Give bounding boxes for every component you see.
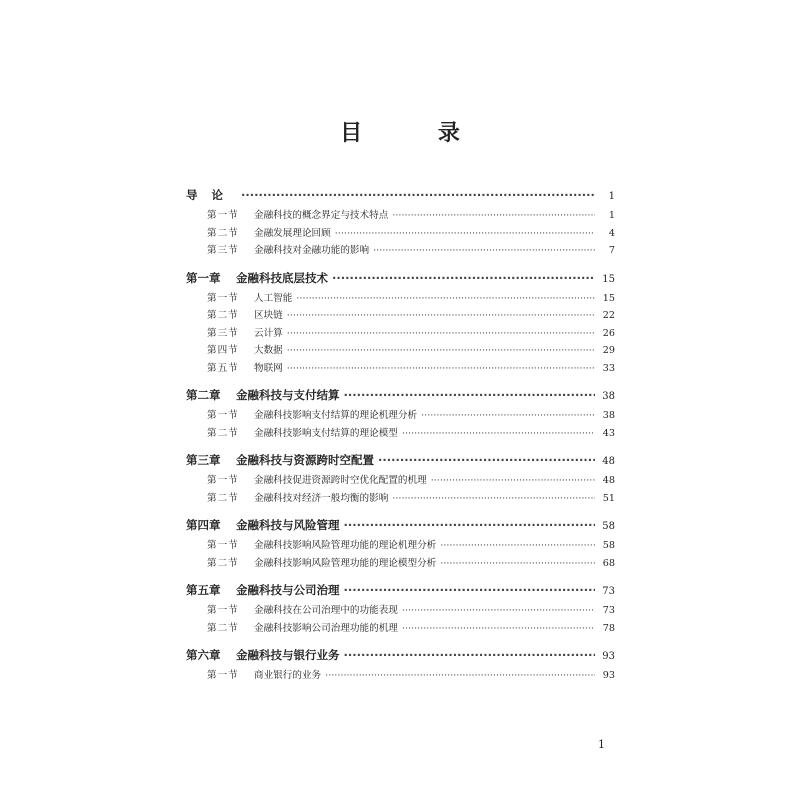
section-page: 15 [602, 292, 615, 304]
dot-leader [241, 188, 595, 202]
toc-section-entry[interactable] [186, 490, 615, 508]
section-title: 金融科技影响支付结算的理论机理分析 [254, 410, 418, 421]
section-page: 58 [602, 540, 615, 551]
section-number: 第二节 [207, 492, 239, 504]
dot-leader [392, 493, 595, 504]
section-page: 4 [608, 227, 615, 239]
chapter-title: 金融科技底层技术 [236, 270, 328, 285]
toc-chapter-entry[interactable] [186, 647, 615, 667]
dot-leader [344, 583, 596, 597]
section-number: 第一节 [207, 410, 239, 421]
toc-chapter-entry[interactable] [186, 270, 615, 290]
dot-leader [325, 670, 595, 681]
chapter-page: 15 [602, 273, 615, 285]
toc-chapter-entry[interactable] [186, 187, 615, 207]
section-number: 第二节 [207, 622, 239, 634]
section-page: 7 [608, 245, 615, 256]
section-title: 云计算 [254, 327, 283, 339]
section-page: 1 [608, 210, 615, 221]
toc-section-entry[interactable] [186, 342, 615, 360]
chapter-page: 58 [602, 521, 615, 532]
section-title: 金融科技促进资源跨时空优化配置的机理 [254, 475, 427, 486]
section-title: 金融科技对金融功能的影响 [254, 245, 370, 256]
section-page: 73 [602, 605, 615, 616]
section-number: 第二节 [207, 310, 239, 321]
chapter-title: 金融科技与支付结算 [236, 388, 340, 402]
toc-section-entry[interactable] [186, 555, 615, 573]
section-title: 物联网 [254, 362, 283, 374]
chapter-page: 73 [602, 586, 615, 597]
dot-leader [296, 293, 595, 304]
section-number: 第五节 [207, 362, 239, 374]
toc-section-entry[interactable] [186, 407, 615, 425]
section-title: 人工智能 [254, 292, 293, 304]
section-title: 金融发展理论回顾 [254, 227, 331, 239]
section-page: 22 [602, 310, 615, 321]
section-page: 51 [602, 492, 615, 504]
chapter-number: 第五章 [186, 583, 221, 597]
section-number: 第三节 [207, 327, 239, 339]
chapter-page: 1 [608, 191, 615, 202]
section-title: 金融科技影响公司治理功能的机理 [254, 622, 398, 634]
toc-section-entry[interactable] [186, 667, 615, 685]
page-number: 1 [598, 738, 605, 751]
section-page: 68 [602, 557, 615, 569]
dot-leader [402, 605, 595, 616]
dot-leader [287, 363, 595, 374]
toc-section-entry[interactable] [186, 307, 615, 325]
section-title: 金融科技影响支付结算的理论模型 [254, 427, 398, 439]
dot-leader [332, 271, 595, 285]
chapter-number: 第二章 [186, 388, 221, 402]
section-number: 第一节 [207, 540, 239, 551]
chapter-page: 93 [602, 651, 615, 662]
section-number: 第一节 [207, 292, 239, 304]
section-page: 33 [602, 362, 615, 374]
toc-section-entry[interactable] [186, 325, 615, 343]
dot-leader [344, 388, 596, 402]
section-page: 43 [602, 427, 615, 439]
toc-chapter-entry[interactable] [186, 582, 615, 602]
section-page: 29 [602, 345, 615, 356]
dot-leader [440, 540, 595, 551]
chapter-number: 第六章 [186, 648, 221, 662]
toc-chapter-entry[interactable] [186, 452, 615, 472]
section-page: 93 [602, 670, 615, 681]
chapter-title: 金融科技与资源跨时空配置 [236, 453, 374, 467]
section-title: 金融科技在公司治理中的功能表现 [254, 605, 398, 616]
section-number: 第二节 [207, 227, 239, 239]
dot-leader [378, 453, 595, 467]
chapter-number: 第四章 [186, 518, 221, 532]
dot-leader [287, 345, 595, 356]
chapter-title: 金融科技与风险管理 [236, 518, 340, 532]
chapter-title: 金融科技与公司治理 [236, 583, 340, 597]
page-title: 目 录 [340, 120, 494, 146]
dot-leader [440, 558, 595, 569]
chapter-title: 金融科技与银行业务 [236, 648, 340, 662]
dot-leader [402, 623, 595, 634]
toc-section-entry[interactable] [186, 225, 615, 243]
toc-section-entry[interactable] [186, 537, 615, 555]
chapter-page: 38 [602, 391, 615, 402]
section-number: 第三节 [207, 245, 239, 256]
section-number: 第四节 [207, 345, 239, 356]
toc-chapter-entry[interactable] [186, 517, 615, 537]
dot-leader [402, 428, 595, 439]
chapter-page: 48 [602, 456, 615, 467]
toc-section-entry[interactable] [186, 425, 615, 443]
toc-section-entry[interactable] [186, 242, 615, 260]
section-page: 38 [602, 410, 615, 421]
dot-leader [287, 328, 595, 339]
dot-leader [373, 245, 595, 256]
section-page: 78 [602, 622, 615, 634]
dot-leader [344, 518, 596, 532]
toc-section-entry[interactable] [186, 472, 615, 490]
dot-leader [335, 228, 595, 239]
dot-leader [431, 475, 595, 486]
section-number: 第二节 [207, 557, 239, 569]
section-title: 商业银行的业务 [254, 670, 322, 681]
toc-section-entry[interactable] [186, 207, 615, 225]
chapter-number: 第三章 [186, 453, 221, 467]
section-title: 金融科技影响风险管理功能的理论机理分析 [254, 540, 437, 551]
dot-leader [392, 210, 595, 221]
section-number: 第二节 [207, 427, 239, 439]
toc-section-entry[interactable] [186, 620, 615, 638]
dot-leader [287, 310, 595, 321]
table-of-contents [186, 187, 615, 685]
chapter-number: 第一章 [186, 270, 221, 285]
section-title: 金融科技影响风险管理功能的理论模型分析 [254, 557, 437, 569]
section-number: 第一节 [207, 210, 239, 221]
section-page: 26 [602, 327, 615, 339]
section-number: 第一节 [207, 605, 239, 616]
toc-section-entry[interactable] [186, 290, 615, 308]
toc-chapter-entry[interactable] [186, 387, 615, 407]
section-number: 第一节 [207, 670, 239, 681]
dot-leader [344, 648, 596, 662]
section-title: 大数据 [254, 345, 283, 356]
section-title: 金融科技的概念界定与技术特点 [254, 210, 389, 221]
section-title: 金融科技对经济一般均衡的影响 [254, 492, 389, 504]
dot-leader [421, 410, 595, 421]
chapter-number: 导论 [186, 188, 237, 202]
toc-section-entry[interactable] [186, 602, 615, 620]
section-page: 48 [602, 475, 615, 486]
toc-section-entry[interactable] [186, 360, 615, 378]
section-title: 区块链 [254, 310, 283, 321]
section-number: 第一节 [207, 475, 239, 486]
